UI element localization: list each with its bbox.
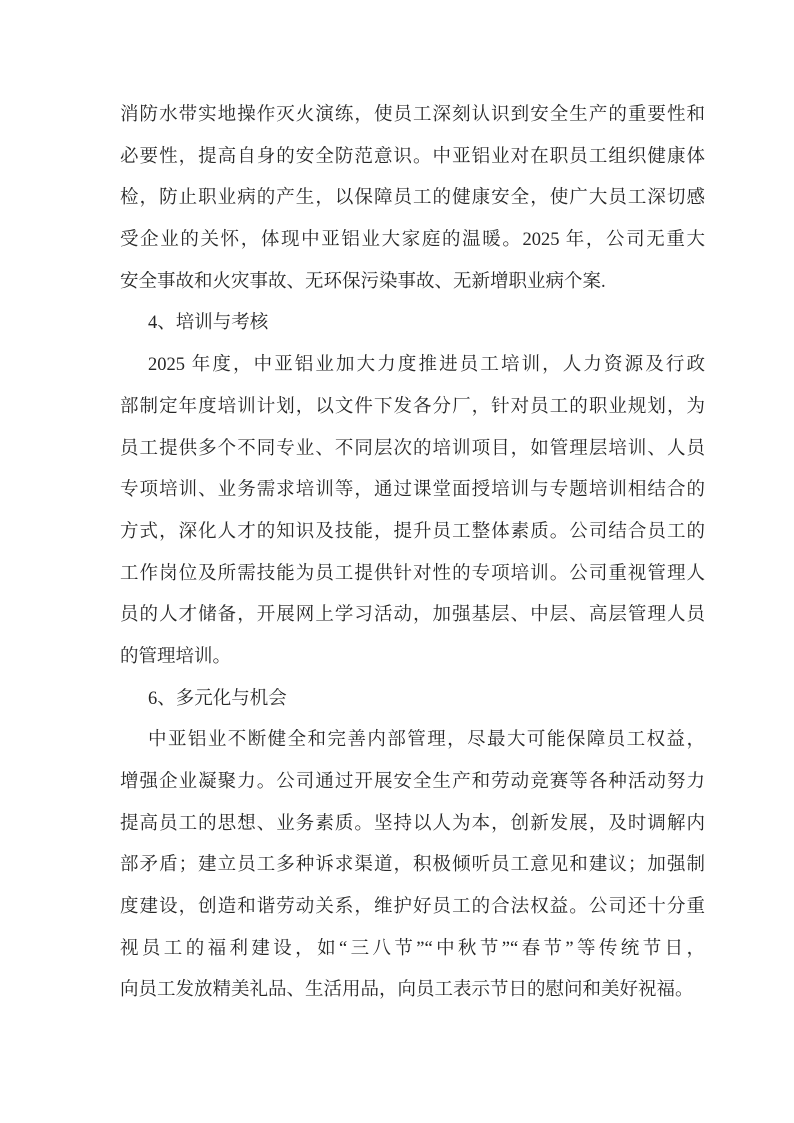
text-line-5: 安全事故和火灾事故、无环保污染事故、无新增职业病个案. (120, 271, 606, 292)
text-line-18: 提高员工的思想、业务素质。坚持以人为本，创新发展，及时调解内 (120, 813, 705, 834)
text-line-4: 受企业的关怀，体现中亚铝业大家庭的温暖。2025 年，公司无重大 (120, 230, 705, 251)
text-line-17: 增强企业凝聚力。公司通过开展安全生产和劳动竞赛等各种活动努力 (120, 772, 705, 792)
text-line-12: 工作岗位及所需技能为员工提供针对性的专项培训。公司重视管理人 (120, 563, 705, 584)
text-line-20: 度建设，创造和谐劳动关系，维护好员工的合法权益。公司还十分重 (120, 897, 705, 918)
text-line-2: 必要性，提高自身的安全防范意识。中亚铝业对在职员工组织健康体 (120, 146, 705, 167)
text-line-21: 视员工的福利建设，如“三八节”“中秋节”“春节”等传统节日， (120, 938, 705, 959)
text-line-13: 员的人才储备，开展网上学习活动，加强基层、中层、高层管理人员 (120, 605, 705, 626)
text-line-10: 专项培训、业务需求培训等，通过课堂面授培训与专题培训相结合的 (120, 480, 705, 501)
document-body (120, 95, 705, 1012)
text-line-15: 6、多元化与机会 (148, 688, 287, 709)
text-line-9: 员工提供多个不同专业、不同层次的培训项目，如管理层培训、人员 (120, 438, 705, 459)
text-line-3: 检，防止职业病的产生，以保障员工的健康安全，使广大员工深切感 (120, 188, 705, 209)
text-line-19: 部矛盾；建立员工多种诉求渠道，积极倾听员工意见和建议；加强制 (120, 855, 705, 876)
text-line-14: 的管理培训。 (120, 646, 232, 667)
text-line-22: 向员工发放精美礼品、生活用品，向员工表示节日的慰问和美好祝福。 (120, 980, 694, 1001)
text-line-6: 4、培训与考核 (148, 313, 269, 334)
text-line-1: 消防水带实地操作灭火演练，使员工深刻认识到安全生产的重要性和 (120, 105, 705, 125)
text-line-7: 2025 年度，中亚铝业加大力度推进员工培训，人力资源及行政 (148, 355, 705, 376)
text-line-16: 中亚铝业不断健全和完善内部管理，尽最大可能保障员工权益， (148, 730, 705, 751)
text-line-8: 部制定年度培训计划，以文件下发各分厂，针对员工的职业规划，为 (120, 396, 705, 417)
text-line-11: 方式，深化人才的知识及技能，提升员工整体素质。公司结合员工的 (120, 521, 705, 542)
